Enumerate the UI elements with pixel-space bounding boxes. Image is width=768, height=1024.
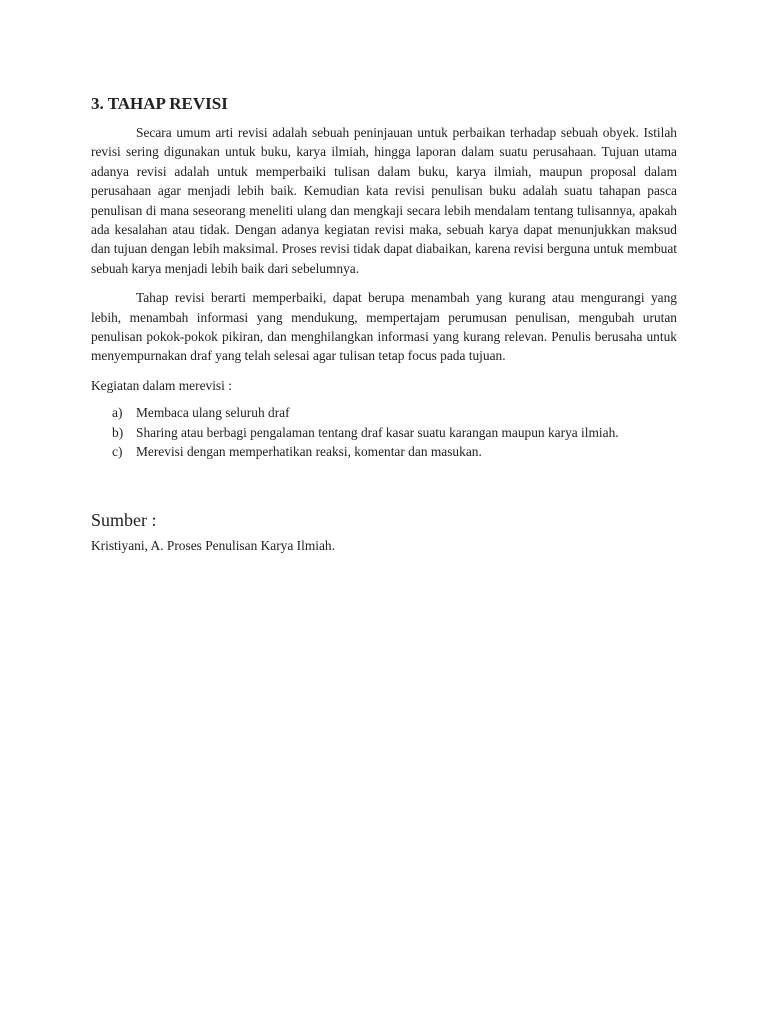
list-item bbox=[91, 442, 677, 461]
list-marker: b) bbox=[112, 424, 124, 440]
list-item-text: Merevisi dengan memperhatikan reaksi, komentar dan masukan. bbox=[136, 444, 482, 460]
list-item bbox=[91, 403, 677, 422]
source-entry: Kristiyani, A. Proses Penulisan Karya Ilmiah. bbox=[91, 537, 335, 553]
list-item bbox=[91, 423, 677, 442]
list-marker: a) bbox=[112, 405, 123, 421]
paragraph-revision-stage: Tahap revisi berarti memperbaiki, dapat berupa menambah yang kurang atau mengurangi yang lebih, menambah informasi yang mendukung, mempertajam perumusan penulisan, mengubah urutan penulisan pokok-pokok pikiran, dan menghilangkan informasi yang kurang relevan. Penulis berusaha untuk menyempurnakan draf yang telah selesai agar tulisan tetap focus pada tujuan. bbox=[91, 290, 677, 364]
paragraph-definition: Secara umum arti revisi adalah sebuah peninjauan untuk perbaikan terhadap sebuah obyek. Istilah revisi sering digunakan untuk buku, karya ilmiah, hingga laporan dalam suatu perusahaan. Tujuan utama adanya revisi adalah untuk memperbaiki tulisan dalam buku, karya ilmiah, maupun proposal dalam perusahaan agar menjadi lebih baik. Kemudian kata revisi penulisan buku adalah suatu tahapan pasca penulisan di mana seseorang meneliti ulang dan mengkaji secara lebih mendalam tentang tulisannya, apakah ada kesalahan atau tidak. Dengan adanya kegiatan revisi maka, sebuah karya dapat menunjukkan maksud dan tujuan dengan lebih maksimal. Proses revisi tidak dapat diabaikan, karena revisi berguna untuk membuat sebuah karya menjadi lebih baik dari sebelumnya. bbox=[91, 125, 677, 276]
list-item-text: Sharing atau berbagi pengalaman tentang draf kasar suatu karangan maupun karya ilmiah. bbox=[136, 424, 619, 440]
section-title: 3. TAHAP REVISI bbox=[91, 94, 228, 113]
sources-heading: Sumber : bbox=[91, 509, 157, 530]
activities-intro: Kegiatan dalam merevisi : bbox=[91, 377, 232, 393]
document-page bbox=[91, 93, 677, 555]
list-marker: c) bbox=[112, 444, 123, 460]
list-item-text: Membaca ulang seluruh draf bbox=[136, 405, 290, 421]
activities-list bbox=[91, 403, 677, 461]
